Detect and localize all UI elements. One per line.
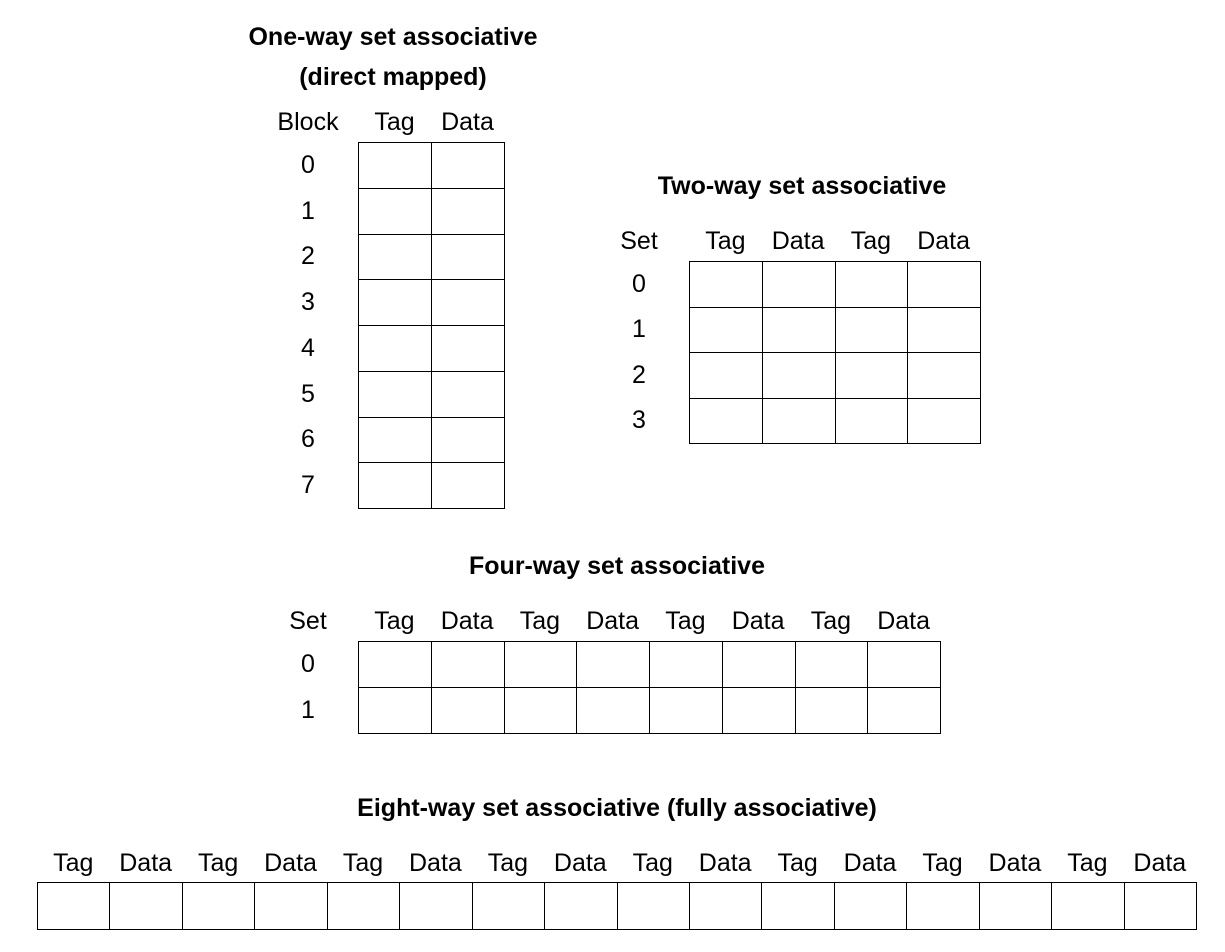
four-way-title: Four-way set associative bbox=[469, 552, 765, 580]
four-way-tag-cell bbox=[359, 642, 432, 688]
one-way-data-cell bbox=[432, 188, 505, 234]
four-way-data-cell bbox=[577, 688, 650, 734]
two-way-data-cell bbox=[908, 307, 981, 353]
eight-way-cache-grid bbox=[37, 882, 1197, 930]
two-way-cache-row bbox=[690, 307, 981, 353]
eight-way-tag-cell bbox=[38, 883, 110, 930]
four-way-data-cell bbox=[431, 688, 504, 734]
one-way-row-label: 7 bbox=[301, 471, 315, 500]
eight-way-column-label: Data bbox=[698, 849, 752, 877]
eight-way-data-cell bbox=[834, 883, 906, 930]
one-way-cache-row bbox=[359, 280, 505, 326]
one-way-cache-row bbox=[359, 417, 505, 463]
four-way-row-label: 1 bbox=[301, 696, 315, 724]
four-way-tag-cell bbox=[795, 688, 868, 734]
eight-way-column-label: Tag bbox=[632, 849, 673, 877]
two-way-row-label: 0 bbox=[632, 269, 646, 298]
four-way-tag-cell bbox=[504, 688, 577, 734]
one-way-cache-row bbox=[359, 463, 505, 509]
eight-way-column-label: Tag bbox=[487, 849, 529, 877]
two-way-cache-row bbox=[690, 262, 981, 308]
four-way-data-cell bbox=[722, 642, 795, 688]
two-way-cache-row bbox=[690, 398, 981, 444]
four-way-row-label: 0 bbox=[301, 650, 315, 678]
two-way-column-label: Tag bbox=[705, 227, 746, 255]
eight-way-column-label: Data bbox=[119, 849, 173, 877]
eight-way-tag-cell bbox=[327, 883, 399, 930]
two-way-row-header: Set bbox=[620, 227, 658, 255]
two-way-row-label: 2 bbox=[632, 360, 646, 389]
four-way-data-cell bbox=[868, 688, 941, 734]
two-way-column-label: Data bbox=[917, 227, 971, 255]
eight-way-data-cell bbox=[400, 883, 472, 930]
one-way-data-cell bbox=[432, 463, 505, 509]
eight-way-column-label: Data bbox=[553, 849, 607, 877]
one-way-tag-cell bbox=[359, 417, 432, 463]
four-way-tag-cell bbox=[504, 642, 577, 688]
two-way-tag-cell bbox=[690, 262, 763, 308]
two-way-tag-cell bbox=[690, 307, 763, 353]
eight-way-tag-cell bbox=[182, 883, 254, 930]
one-way-row-label: 3 bbox=[301, 288, 315, 317]
two-way-cache-grid bbox=[689, 261, 981, 444]
four-way-data-cell bbox=[722, 688, 795, 734]
eight-way-data-cell bbox=[1124, 883, 1196, 930]
two-way-column-label: Data bbox=[771, 227, 825, 255]
eight-way-column-label: Data bbox=[264, 849, 317, 877]
two-way-data-cell bbox=[908, 262, 981, 308]
one-way-row-label: 5 bbox=[301, 379, 315, 408]
two-way-data-cell bbox=[762, 307, 835, 353]
one-way-cache-row bbox=[359, 143, 505, 189]
four-way-cache-row bbox=[359, 688, 941, 734]
two-way-title: Two-way set associative bbox=[657, 172, 947, 200]
one-way-tag-cell bbox=[359, 463, 432, 509]
one-way-row-header: Block bbox=[277, 108, 339, 136]
one-way-data-cell bbox=[432, 326, 505, 372]
four-way-row-header: Set bbox=[289, 607, 327, 635]
four-way-cache-row bbox=[359, 642, 941, 688]
one-way-title-line1: One-way set associative bbox=[248, 23, 538, 51]
one-way-row-label: 2 bbox=[301, 242, 315, 271]
two-way-data-cell bbox=[908, 398, 981, 444]
eight-way-column-label: Data bbox=[1133, 849, 1187, 877]
two-way-tag-cell bbox=[835, 353, 908, 399]
four-way-tag-cell bbox=[359, 688, 432, 734]
eight-way-column-label: Data bbox=[843, 849, 897, 877]
two-way-row-label: 3 bbox=[632, 406, 646, 435]
two-way-tag-cell bbox=[835, 262, 908, 308]
eight-way-data-cell bbox=[979, 883, 1051, 930]
four-way-column-label: Data bbox=[586, 607, 640, 635]
eight-way-column-label: Tag bbox=[197, 849, 239, 877]
one-way-tag-cell bbox=[359, 280, 432, 326]
one-way-cache-row bbox=[359, 326, 505, 372]
four-way-data-cell bbox=[431, 642, 504, 688]
one-way-cache-grid bbox=[358, 142, 505, 509]
four-way-data-cell bbox=[577, 642, 650, 688]
eight-way-data-cell bbox=[255, 883, 327, 930]
one-way-tag-cell bbox=[359, 234, 432, 280]
one-way-tag-cell bbox=[359, 326, 432, 372]
eight-way-tag-cell bbox=[1052, 883, 1124, 930]
four-way-column-label: Data bbox=[440, 607, 494, 635]
eight-way-data-cell bbox=[689, 883, 761, 930]
eight-way-column-label: Tag bbox=[53, 849, 94, 877]
one-way-tag-cell bbox=[359, 188, 432, 234]
two-way-cache-row bbox=[690, 353, 981, 399]
eight-way-tag-cell bbox=[617, 883, 689, 930]
eight-way-column-label: Tag bbox=[342, 849, 384, 877]
one-way-row-label: 6 bbox=[301, 425, 315, 454]
eight-way-column-label: Tag bbox=[777, 849, 818, 877]
eight-way-title: Eight-way set associative (fully associative) bbox=[357, 794, 877, 822]
eight-way-cache-row bbox=[38, 883, 1197, 930]
eight-way-tag-cell bbox=[762, 883, 834, 930]
one-way-data-cell bbox=[432, 371, 505, 417]
one-way-column-label: Data bbox=[441, 108, 494, 136]
eight-way-data-cell bbox=[110, 883, 182, 930]
eight-way-column-label: Data bbox=[409, 849, 462, 877]
one-way-row-label: 1 bbox=[301, 196, 315, 225]
two-way-data-cell bbox=[908, 353, 981, 399]
two-way-column-label: Tag bbox=[850, 227, 892, 255]
four-way-column-label: Tag bbox=[665, 607, 706, 635]
eight-way-tag-cell bbox=[472, 883, 544, 930]
four-way-cache-grid bbox=[358, 641, 941, 734]
one-way-column-label: Tag bbox=[374, 108, 415, 136]
four-way-column-label: Tag bbox=[519, 607, 561, 635]
one-way-data-cell bbox=[432, 143, 505, 189]
one-way-tag-cell bbox=[359, 143, 432, 189]
four-way-tag-cell bbox=[795, 642, 868, 688]
one-way-data-cell bbox=[432, 417, 505, 463]
one-way-cache-row bbox=[359, 188, 505, 234]
two-way-data-cell bbox=[762, 262, 835, 308]
four-way-column-label: Tag bbox=[810, 607, 852, 635]
two-way-tag-cell bbox=[835, 307, 908, 353]
two-way-data-cell bbox=[762, 398, 835, 444]
one-way-tag-cell bbox=[359, 371, 432, 417]
one-way-row-label: 4 bbox=[301, 333, 315, 362]
eight-way-column-label: Tag bbox=[1067, 849, 1108, 877]
two-way-tag-cell bbox=[690, 398, 763, 444]
two-way-tag-cell bbox=[835, 398, 908, 444]
eight-way-data-cell bbox=[545, 883, 617, 930]
eight-way-column-label: Tag bbox=[922, 849, 963, 877]
two-way-row-label: 1 bbox=[632, 315, 646, 344]
one-way-cache-row bbox=[359, 234, 505, 280]
four-way-column-label: Data bbox=[877, 607, 931, 635]
two-way-data-cell bbox=[762, 353, 835, 399]
two-way-tag-cell bbox=[690, 353, 763, 399]
eight-way-column-label: Data bbox=[988, 849, 1042, 877]
four-way-tag-cell bbox=[650, 688, 723, 734]
one-way-title-line2: (direct mapped) bbox=[299, 63, 487, 91]
one-way-cache-row bbox=[359, 371, 505, 417]
four-way-column-label: Tag bbox=[374, 607, 415, 635]
four-way-data-cell bbox=[868, 642, 941, 688]
one-way-data-cell bbox=[432, 234, 505, 280]
one-way-data-cell bbox=[432, 280, 505, 326]
four-way-tag-cell bbox=[650, 642, 723, 688]
one-way-row-label: 0 bbox=[301, 150, 315, 179]
four-way-column-label: Data bbox=[731, 607, 785, 635]
eight-way-tag-cell bbox=[907, 883, 979, 930]
